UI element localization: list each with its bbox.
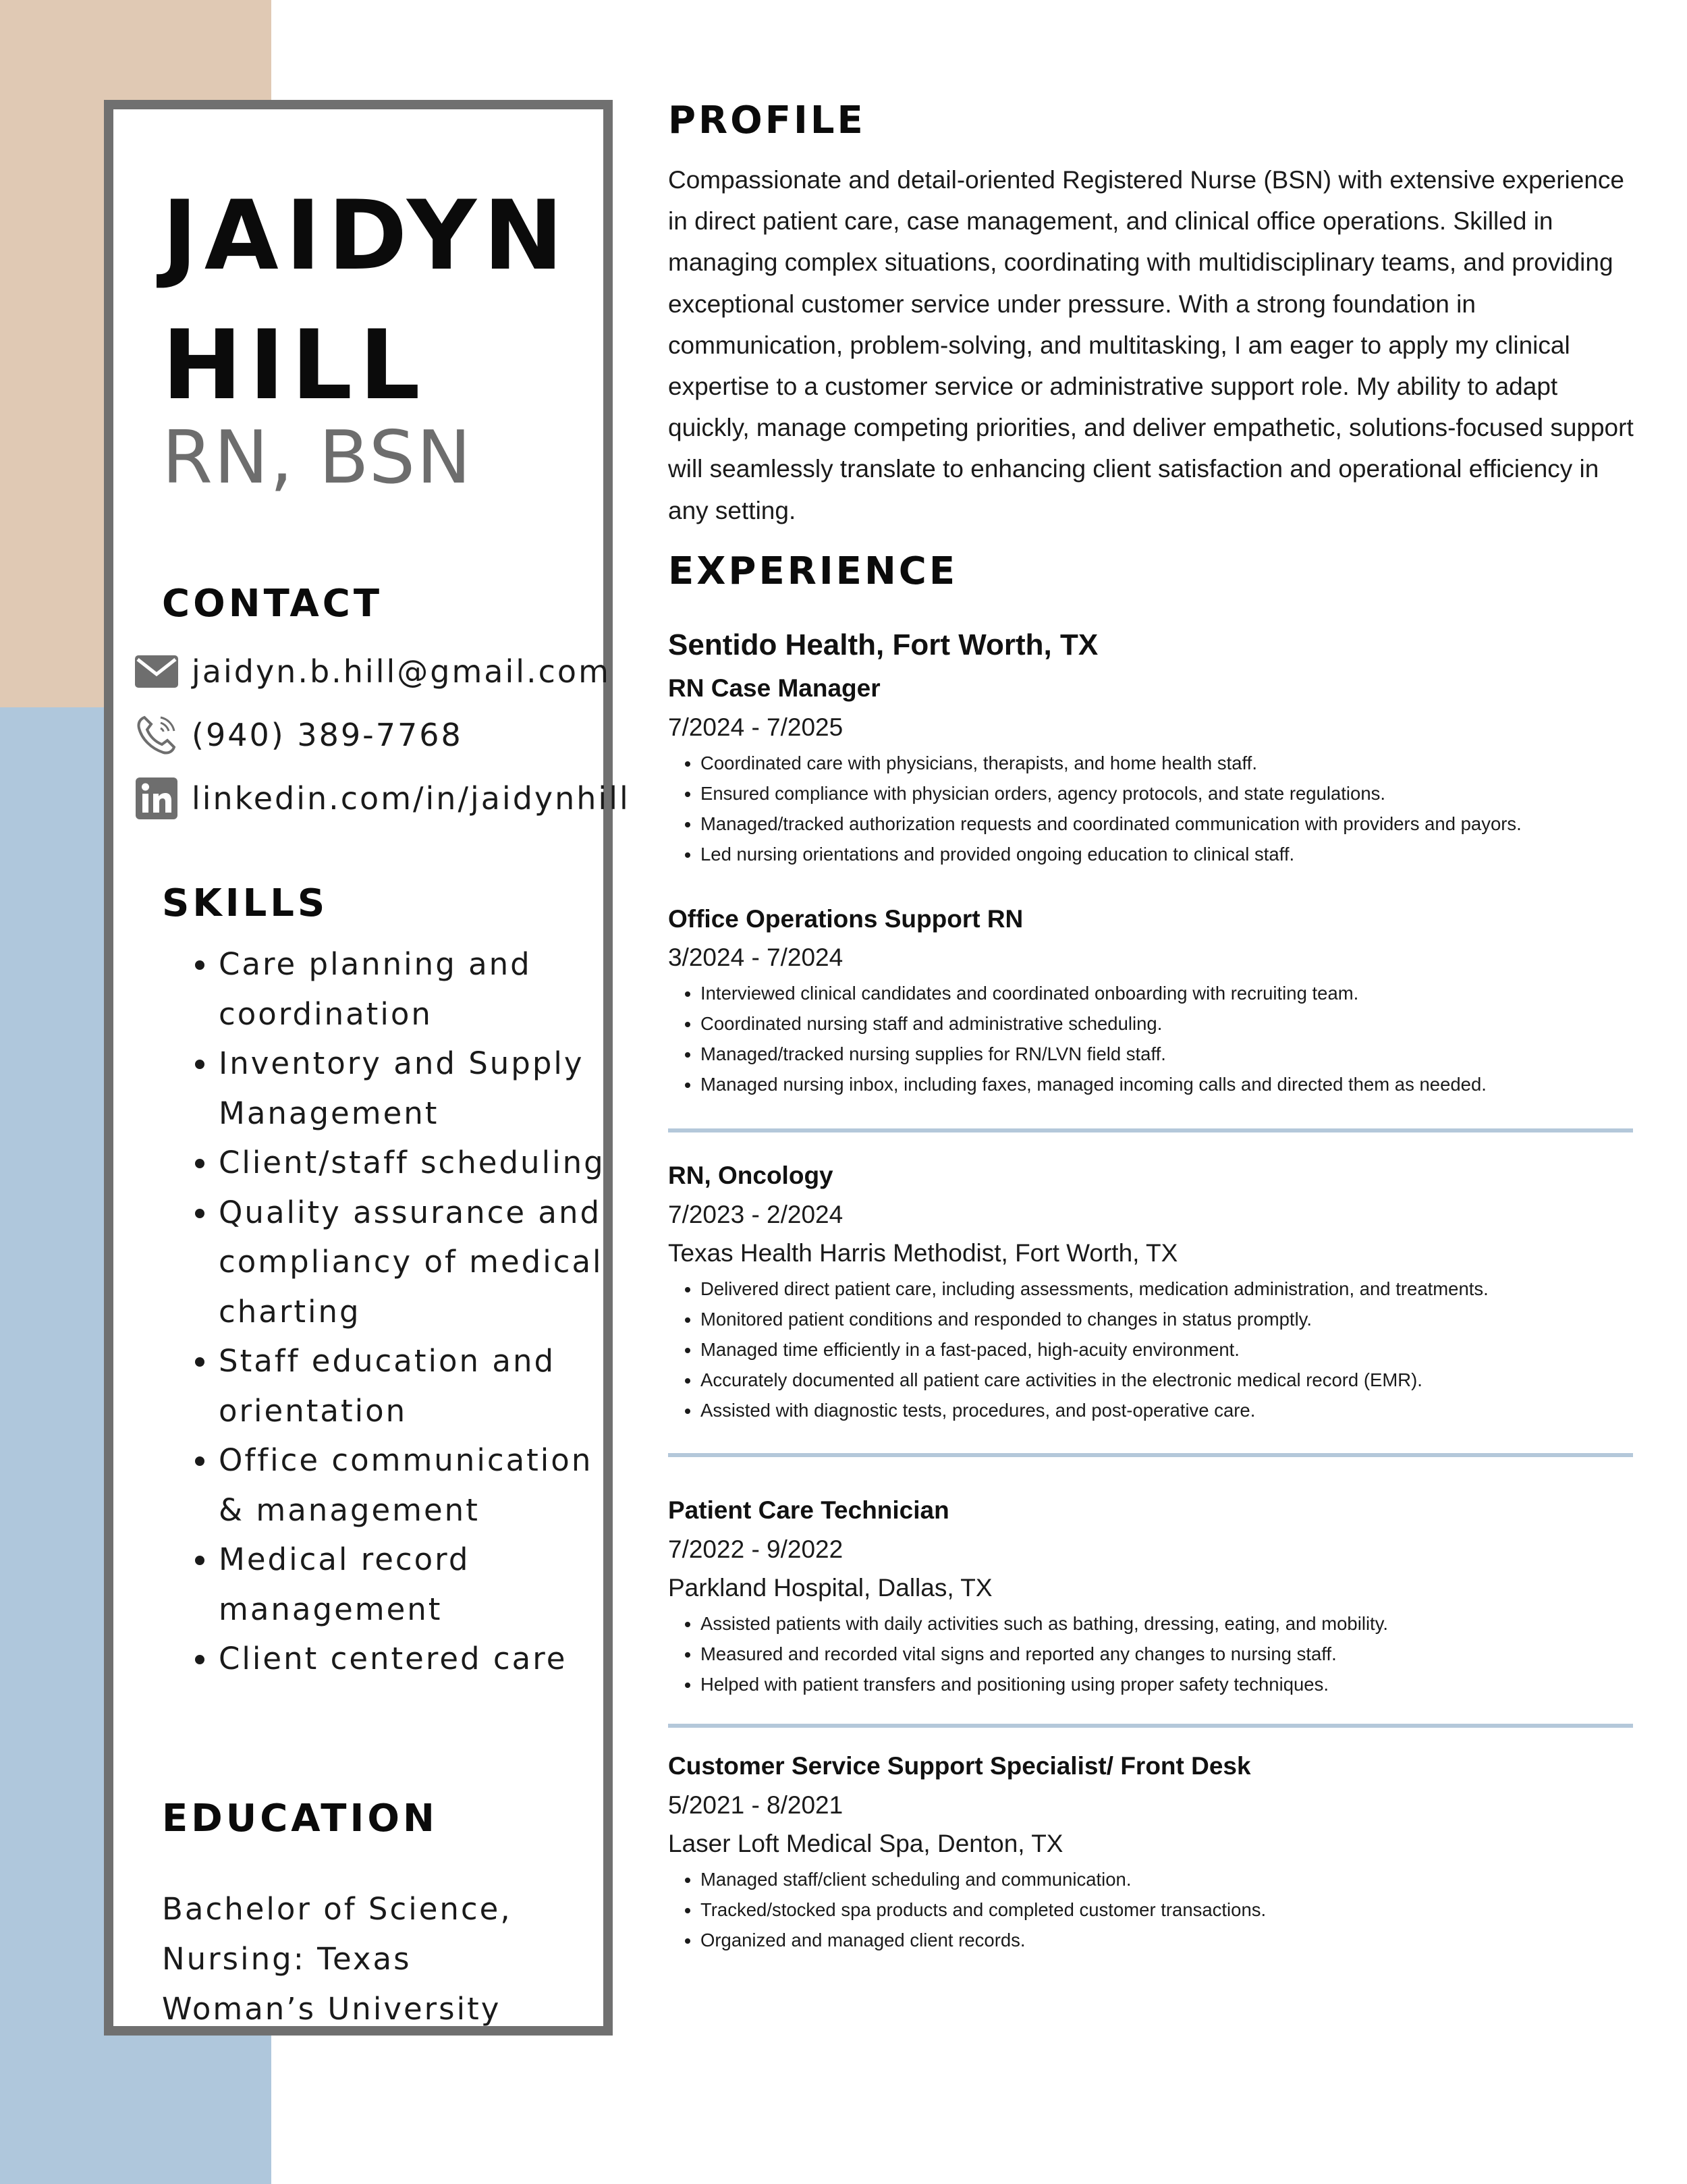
bullet-item: • Managed/tracked authorization requests and coordinated communication with providers and payors. — [700, 809, 1645, 839]
job-bullets — [668, 1608, 1645, 1699]
job-title: Customer Service Support Specialist/ Front Desk — [668, 1752, 1251, 1780]
bullet-item: • Accurately documented all patient care activities in the electronic medical record (EMR). — [700, 1365, 1645, 1395]
bullet-item: • Coordinated nursing staff and administrative scheduling. — [700, 1008, 1645, 1039]
profile-summary: Compassionate and detail-oriented Registered Nurse (BSN) with extensive experience in direct patient care, case management, and clinical office operations. Skilled in managing complex situations, coordinating with multidisciplinary teams, and providing exceptional customer service under pressure. With a strong foundation in communication, problem-solving, and multitasking, I am eager to apply my clinical expertise to a customer service or administrative support role. My ability to adapt quickly, manage competing priorities, and deliver empathetic, solutions-focused support will seamlessly translate to enhancing client satisfaction and operational efficiency in any setting. — [668, 166, 1634, 524]
section-divider — [668, 1128, 1633, 1132]
skill-item: • Staff education and orientation — [219, 1336, 624, 1436]
candidate-name — [162, 171, 570, 431]
job-dates: 7/2023 - 2/2024 — [668, 1201, 844, 1228]
first-name: JAIDYN — [162, 180, 570, 292]
bullet-item: • Managed/tracked nursing supplies for RN/LVN field staff. — [700, 1039, 1645, 1069]
job-dates: 5/2021 - 8/2021 — [668, 1791, 844, 1819]
sidebar-card — [104, 100, 630, 2036]
education-text: Bachelor of Science, Nursing: Texas Woman’s University — [162, 1891, 512, 2027]
job-bullets — [668, 978, 1645, 1099]
contact-email-row[interactable] — [134, 648, 611, 695]
bullet-item: • Monitored patient conditions and responded to changes in status promptly. — [700, 1304, 1645, 1334]
job-location: Texas Health Harris Methodist, Fort Worth, TX — [668, 1239, 1178, 1267]
skill-item: • Medical record management — [219, 1535, 624, 1634]
bullet-item: • Delivered direct patient care, including assessments, medication administration, and treatments. — [700, 1274, 1645, 1304]
job-bullets — [668, 748, 1645, 869]
bullet-item: • Organized and managed client records. — [700, 1925, 1645, 1955]
job-dates: 3/2024 - 7/2024 — [668, 944, 844, 971]
job-bullets — [668, 1274, 1645, 1425]
linkedin-link[interactable]: linkedin.com/in/jaidynhill — [192, 780, 630, 817]
envelope-icon — [134, 651, 179, 692]
last-name: HILL — [162, 310, 427, 421]
job-dates: 7/2022 - 9/2022 — [668, 1535, 844, 1563]
bullet-item: • Managed staff/client scheduling and communication. — [700, 1864, 1645, 1894]
job-title: Office Operations Support RN — [668, 905, 1024, 933]
job-bullets — [668, 1864, 1645, 1955]
email-link[interactable]: jaidyn.b.hill@gmail.com — [192, 653, 611, 690]
bullet-item: • Interviewed clinical candidates and coordinated onboarding with recruiting team. — [700, 978, 1645, 1008]
linkedin-icon — [134, 778, 179, 819]
credential: RN, BSN — [162, 416, 473, 500]
education-heading: EDUCATION — [162, 1797, 438, 1840]
skills-heading: SKILLS — [162, 881, 329, 925]
job-dates: 7/2024 - 7/2025 — [668, 713, 844, 741]
experience-heading: EXPERIENCE — [668, 549, 958, 593]
section-divider — [668, 1724, 1633, 1728]
bullet-item: • Managed nursing inbox, including faxes, managed incoming calls and directed them as needed. — [700, 1069, 1645, 1099]
bullet-item: • Helped with patient transfers and positioning using proper safety techniques. — [700, 1669, 1645, 1699]
skill-item: • Client centered care — [219, 1634, 624, 1684]
skill-item: • Care planning and coordination — [219, 939, 624, 1039]
bullet-item: • Managed time efficiently in a fast-paced, high-acuity environment. — [700, 1334, 1645, 1365]
job-location: Parkland Hospital, Dallas, TX — [668, 1574, 993, 1602]
bullet-item: • Tracked/stocked spa products and completed customer transactions. — [700, 1894, 1645, 1925]
profile-heading: PROFILE — [668, 99, 866, 142]
skill-item: • Quality assurance and compliancy of medical charting — [219, 1188, 624, 1337]
job-title: RN Case Manager — [668, 674, 881, 702]
bullet-item: • Measured and recorded vital signs and reported any changes to nursing staff. — [700, 1639, 1645, 1669]
phone-icon — [134, 715, 179, 755]
section-divider — [668, 1453, 1633, 1457]
job-title: Patient Care Technician — [668, 1496, 949, 1524]
contact-phone-row[interactable] — [134, 711, 463, 759]
bullet-item: • Assisted with diagnostic tests, procedures, and post-operative care. — [700, 1395, 1645, 1425]
bullet-item: • Coordinated care with physicians, therapists, and home health staff. — [700, 748, 1645, 778]
job-location: Laser Loft Medical Spa, Denton, TX — [668, 1830, 1063, 1857]
skills-list — [174, 939, 624, 1684]
company-name: Sentido Health, Fort Worth, TX — [668, 628, 1099, 661]
contact-linkedin-row[interactable] — [134, 775, 630, 822]
bullet-item: • Led nursing orientations and provided ongoing education to clinical staff. — [700, 839, 1645, 869]
contact-heading: CONTACT — [162, 582, 383, 626]
job-title: RN, Oncology — [668, 1162, 833, 1189]
phone-number[interactable]: (940) 389-7768 — [192, 717, 463, 753]
bullet-item: • Assisted patients with daily activities such as bathing, dressing, eating, and mobility. — [700, 1608, 1645, 1639]
bullet-item: • Ensured compliance with physician orders, agency protocols, and state regulations. — [700, 778, 1645, 809]
skill-item: • Client/staff scheduling — [219, 1138, 624, 1188]
skill-item: • Inventory and Supply Management — [219, 1039, 624, 1138]
skill-item: • Office communication & management — [219, 1436, 624, 1535]
